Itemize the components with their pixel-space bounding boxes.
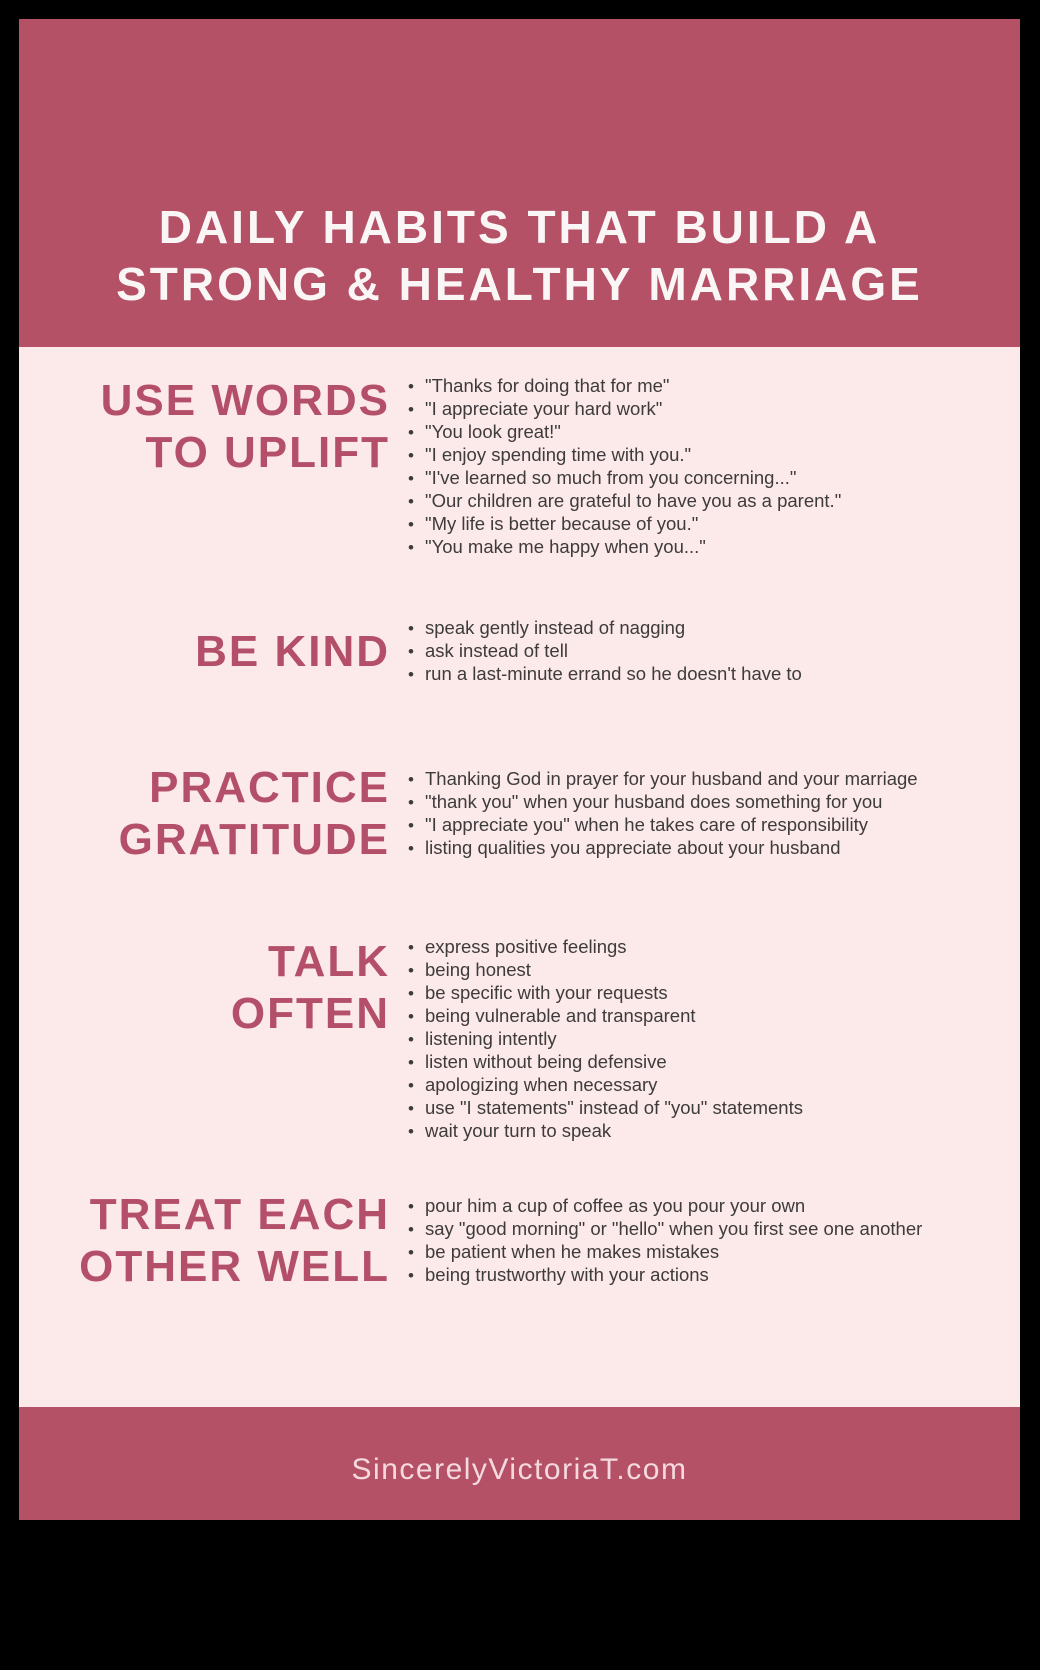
footer-band xyxy=(19,1407,1020,1520)
list-item xyxy=(408,814,918,837)
bullet-dot: • xyxy=(408,1076,414,1095)
item-text: use "I statements" instead of "you" statements xyxy=(425,1097,803,1118)
section-heading xyxy=(19,626,390,678)
item-text: run a last-minute errand so he doesn't have to xyxy=(425,663,802,684)
bullet-dot: • xyxy=(408,619,414,638)
list-item xyxy=(408,421,841,444)
footer-url: SincerelyVictoriaT.com xyxy=(351,1452,688,1486)
list-item xyxy=(408,936,803,959)
habit-section xyxy=(19,617,1020,686)
section-heading xyxy=(19,936,390,1040)
habit-section xyxy=(19,1189,1020,1293)
section-heading-line: TO UPLIFT xyxy=(145,428,390,477)
section-heading xyxy=(19,375,390,479)
bullet-dot: • xyxy=(408,1220,414,1239)
bullet-dot: • xyxy=(408,1266,414,1285)
list-item xyxy=(408,663,802,686)
bullet-dot: • xyxy=(408,1099,414,1118)
item-text: "I've learned so much from you concerning..." xyxy=(425,467,797,488)
item-text: listing qualities you appreciate about your husband xyxy=(425,837,841,858)
bullet-dot: • xyxy=(408,1007,414,1026)
item-text: wait your turn to speak xyxy=(425,1120,612,1141)
bullet-dot: • xyxy=(408,839,414,858)
bullet-dot: • xyxy=(408,469,414,488)
list-item xyxy=(408,1120,803,1143)
list-item xyxy=(408,791,918,814)
section-heading-line: TREAT EACH xyxy=(89,1190,390,1239)
section-heading-line: USE WORDS xyxy=(100,376,390,425)
section-list xyxy=(408,375,841,559)
page-title-line-2: STRONG & HEALTHY MARRIAGE xyxy=(116,258,923,310)
bullet-dot: • xyxy=(408,642,414,661)
habit-section xyxy=(19,375,1020,559)
bullet-dot: • xyxy=(408,793,414,812)
bullet-dot: • xyxy=(408,446,414,465)
list-item xyxy=(408,1097,803,1120)
bullet-dot: • xyxy=(408,1122,414,1141)
item-text: ask instead of tell xyxy=(425,640,568,661)
list-item xyxy=(408,467,841,490)
list-item xyxy=(408,444,841,467)
list-item xyxy=(408,1074,803,1097)
item-text: "My life is better because of you." xyxy=(425,513,699,534)
content-body xyxy=(19,347,1020,1407)
item-text: "I appreciate your hard work" xyxy=(425,398,663,419)
list-item xyxy=(408,375,841,398)
item-text: "Our children are grateful to have you as a parent." xyxy=(425,490,842,511)
list-item xyxy=(408,959,803,982)
bullet-dot: • xyxy=(408,984,414,1003)
list-item xyxy=(408,513,841,536)
item-text: Thanking God in prayer for your husband and your marriage xyxy=(425,768,918,789)
page-title-line-1: DAILY HABITS THAT BUILD A xyxy=(158,201,881,253)
item-text: "You make me happy when you..." xyxy=(425,536,706,557)
section-heading xyxy=(19,762,390,866)
list-item xyxy=(408,640,802,663)
bullet-dot: • xyxy=(408,961,414,980)
list-item xyxy=(408,982,803,1005)
item-text: express positive feelings xyxy=(425,936,627,957)
bullet-dot: • xyxy=(408,770,414,789)
list-item xyxy=(408,1051,803,1074)
item-text: being vulnerable and transparent xyxy=(425,1005,696,1026)
list-item xyxy=(408,1005,803,1028)
bullet-dot: • xyxy=(408,665,414,684)
section-heading-line: OFTEN xyxy=(230,989,390,1038)
item-text: "You look great!" xyxy=(425,421,561,442)
section-list xyxy=(408,617,802,686)
item-text: "I appreciate you" when he takes care of responsibility xyxy=(425,814,868,835)
bullet-dot: • xyxy=(408,423,414,442)
list-item xyxy=(408,617,802,640)
habit-section xyxy=(19,936,1020,1143)
section-heading-line: BE KIND xyxy=(195,626,390,676)
bullet-dot: • xyxy=(408,1030,414,1049)
bullet-dot: • xyxy=(408,377,414,396)
section-heading xyxy=(19,1189,390,1293)
item-text: be specific with your requests xyxy=(425,982,668,1003)
item-text: pour him a cup of coffee as you pour your own xyxy=(425,1195,806,1216)
bullet-dot: • xyxy=(408,1197,414,1216)
section-list xyxy=(408,1195,922,1287)
item-text: be patient when he makes mistakes xyxy=(425,1241,720,1262)
list-item xyxy=(408,398,841,421)
section-heading-line: GRATITUDE xyxy=(118,815,390,864)
section-list xyxy=(408,936,803,1143)
header-band xyxy=(19,19,1020,347)
item-text: being honest xyxy=(425,959,531,980)
item-text: "thank you" when your husband does something for you xyxy=(425,791,883,812)
item-text: speak gently instead of nagging xyxy=(425,617,686,638)
list-item xyxy=(408,1195,922,1218)
bullet-dot: • xyxy=(408,816,414,835)
item-text: "I enjoy spending time with you." xyxy=(425,444,692,465)
bullet-dot: • xyxy=(408,492,414,511)
bullet-dot: • xyxy=(408,938,414,957)
habit-section xyxy=(19,762,1020,866)
item-text: apologizing when necessary xyxy=(425,1074,658,1095)
list-item xyxy=(408,490,841,513)
list-item xyxy=(408,837,918,860)
list-item xyxy=(408,1218,922,1241)
list-item xyxy=(408,1264,922,1287)
list-item xyxy=(408,1028,803,1051)
bullet-dot: • xyxy=(408,1053,414,1072)
item-text: listening intently xyxy=(425,1028,557,1049)
section-heading-line: TALK xyxy=(267,937,390,986)
list-item xyxy=(408,768,918,791)
section-list xyxy=(408,768,918,860)
poster-frame xyxy=(19,19,1020,1520)
item-text: say "good morning" or "hello" when you first see one another xyxy=(425,1218,923,1239)
item-text: being trustworthy with your actions xyxy=(425,1264,709,1285)
bullet-dot: • xyxy=(408,400,414,419)
item-text: listen without being defensive xyxy=(425,1051,667,1072)
list-item xyxy=(408,1241,922,1264)
bullet-dot: • xyxy=(408,538,414,557)
item-text: "Thanks for doing that for me" xyxy=(425,375,670,396)
bullet-dot: • xyxy=(408,1243,414,1262)
bullet-dot: • xyxy=(408,515,414,534)
list-item xyxy=(408,536,841,559)
section-heading-line: OTHER WELL xyxy=(79,1242,390,1291)
section-heading-line: PRACTICE xyxy=(149,763,390,812)
